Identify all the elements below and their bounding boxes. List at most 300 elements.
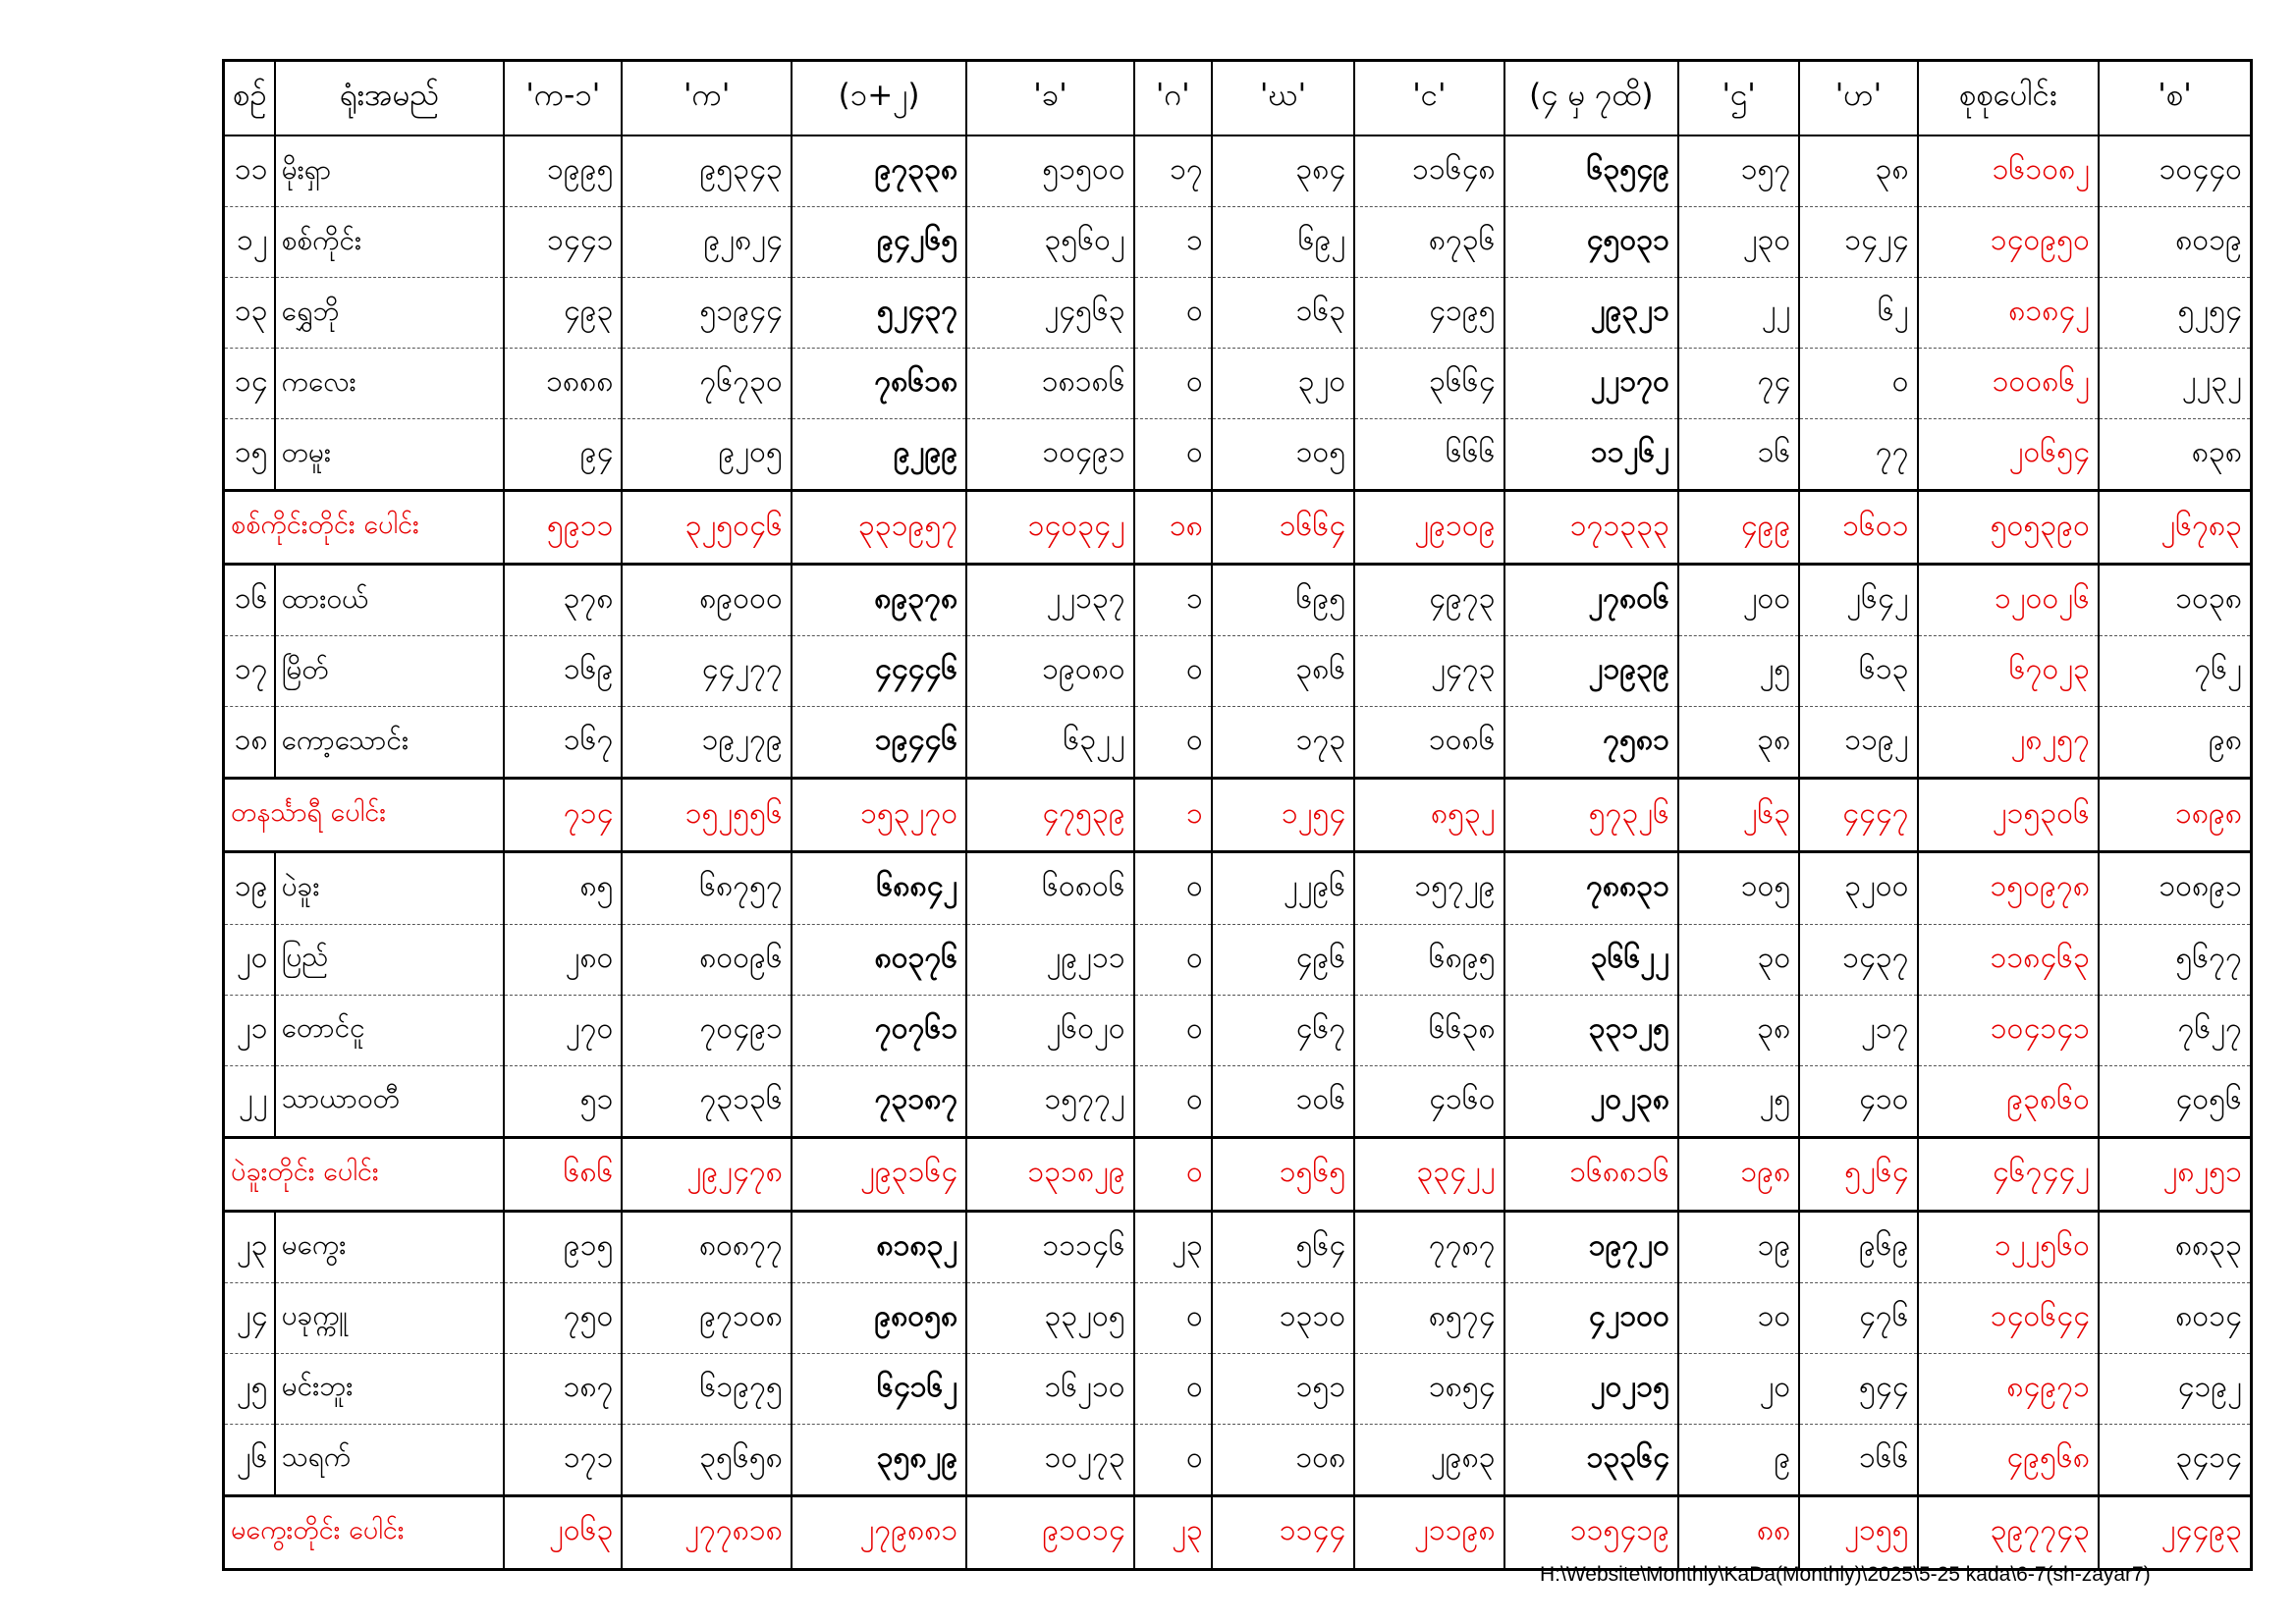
sum-cell: ၁၉၇၂၀ xyxy=(1504,1211,1678,1282)
value-cell: ၅၁ xyxy=(504,1065,622,1137)
value-cell: ၅၄၄ xyxy=(1799,1353,1917,1424)
col-header: 'ဃ' xyxy=(1212,61,1354,136)
value-cell: ၀ xyxy=(1799,349,1917,419)
subtotal-value-cell: ၂၆၃ xyxy=(1678,779,1799,852)
value-cell: ၁၀၈၆ xyxy=(1354,707,1503,779)
subtotal-value-cell: ၁ xyxy=(1134,779,1212,852)
value-cell: ၂၉၂၁၁ xyxy=(966,924,1133,995)
value-cell: ၁၀၆ xyxy=(1212,1065,1354,1137)
sum-cell: ၃၆၆၂၂ xyxy=(1504,924,1678,995)
value-cell: ၇၆၂၇ xyxy=(2099,995,2251,1065)
sum-cell: ၉၈၀၅၈ xyxy=(792,1282,966,1353)
subtotal-value-cell: ၂၆၇၈၃ xyxy=(2099,491,2251,565)
value-cell: ၃၈၆ xyxy=(1212,636,1354,707)
office-name-cell: ကော့သောင်း xyxy=(275,707,505,779)
value-cell: ၇၇ xyxy=(1799,419,1917,491)
subtotal-value-cell: ၂၉၂၄၇၈ xyxy=(622,1137,791,1211)
grand-total-cell: ၄၉၅၆၈ xyxy=(1918,1424,2099,1495)
row-number-cell: ၁၄ xyxy=(224,349,275,419)
grand-total-cell: ၁၄၀၆၄၄ xyxy=(1918,1282,2099,1353)
value-cell: ၁၀၂၇၃ xyxy=(966,1424,1133,1495)
subtotal-label: တနင်္သာရီ ပေါင်း xyxy=(224,779,505,852)
value-cell: ၅၆၇၇ xyxy=(2099,924,2251,995)
value-cell: ၂၆၄၂ xyxy=(1799,565,1917,636)
value-cell: ၃၅၆၅၈ xyxy=(622,1424,791,1495)
sum-cell: ၇၈၆၁၈ xyxy=(792,349,966,419)
value-cell: ၄၆၇ xyxy=(1212,995,1354,1065)
office-name-cell: မကွေး xyxy=(275,1211,505,1282)
subtotal-value-cell: ၂၄၄၉၃ xyxy=(2099,1495,2251,1569)
col-header: 'ဂ' xyxy=(1134,61,1212,136)
value-cell: ၇၃၁၃၆ xyxy=(622,1065,791,1137)
subtotal-value-cell: ၉၁၀၁၄ xyxy=(966,1495,1133,1569)
col-header: 'က' xyxy=(622,61,791,136)
subtotal-label: မကွေးတိုင်း ပေါင်း xyxy=(224,1495,505,1569)
row-number-cell: ၁၅ xyxy=(224,419,275,491)
sum-cell: ၄၄၄၄၆ xyxy=(792,636,966,707)
subtotal-value-cell: ၁၆၈၈၁၆ xyxy=(1504,1137,1678,1211)
subtotal-value-cell: ၁၈၉၈ xyxy=(2099,779,2251,852)
value-cell: ၀ xyxy=(1134,852,1212,924)
grand-total-cell: ၁၁၈၄၆၃ xyxy=(1918,924,2099,995)
col-header: 'က-၁' xyxy=(504,61,622,136)
sum-cell: ၃၅၈၂၉ xyxy=(792,1424,966,1495)
table-row xyxy=(224,1353,2252,1424)
value-cell: ၀ xyxy=(1134,924,1212,995)
value-cell: ၄၇၆ xyxy=(1799,1282,1917,1353)
value-cell: ၀ xyxy=(1134,1282,1212,1353)
subtotal-value-cell: ၂၁၅၅ xyxy=(1799,1495,1917,1569)
row-number-cell: ၁၉ xyxy=(224,852,275,924)
value-cell: ၄၁၉၂ xyxy=(2099,1353,2251,1424)
value-cell: ၁၄၂၄ xyxy=(1799,207,1917,278)
value-cell: ၂၃၀ xyxy=(1678,207,1799,278)
sum-cell: ၂၉၃၂၁ xyxy=(1504,278,1678,349)
subtotal-row xyxy=(224,491,2252,565)
value-cell: ၆၁၉၇၅ xyxy=(622,1353,791,1424)
subtotal-value-cell: ၁၈ xyxy=(1134,491,1212,565)
value-cell: ၁၉၉၅ xyxy=(504,135,622,207)
grand-total-cell: ၉၃၈၆၀ xyxy=(1918,1065,2099,1137)
value-cell: ၉၇၁၀၈ xyxy=(622,1282,791,1353)
col-header: 'ဌ' xyxy=(1678,61,1799,136)
sum-cell: ၈၉၃၇၈ xyxy=(792,565,966,636)
value-cell: ၃၂၀ xyxy=(1212,349,1354,419)
value-cell: ၁၅၇ xyxy=(1678,135,1799,207)
col-header: 'ဟ' xyxy=(1799,61,1917,136)
grand-total-cell: ၈၁၈၄၂ xyxy=(1918,278,2099,349)
value-cell: ၀ xyxy=(1134,278,1212,349)
grand-total-cell: ၁၄၀၉၅၀ xyxy=(1918,207,2099,278)
value-cell: ၆၂ xyxy=(1799,278,1917,349)
sum-cell: ၅၂၄၃၇ xyxy=(792,278,966,349)
value-cell: ၂၅ xyxy=(1678,636,1799,707)
col-header: စဉ် xyxy=(224,61,275,136)
value-cell: ၁၀၄၄၀ xyxy=(2099,135,2251,207)
value-cell: ၉၂၀၅ xyxy=(622,419,791,491)
value-cell: ၃၈ xyxy=(1678,707,1799,779)
grand-total-cell: ၁၀၄၁၄၁ xyxy=(1918,995,2099,1065)
value-cell: ၁၆၇ xyxy=(504,707,622,779)
subtotal-value-cell: ၂၀၆၃ xyxy=(504,1495,622,1569)
office-name-cell: တောင်ငူ xyxy=(275,995,505,1065)
value-cell: ၁ xyxy=(1134,565,1212,636)
table-row xyxy=(224,1424,2252,1495)
value-cell: ၃၄၁၄ xyxy=(2099,1424,2251,1495)
sum-cell: ၇၀၇၆၁ xyxy=(792,995,966,1065)
subtotal-value-cell: ၄၄၄၇ xyxy=(1799,779,1917,852)
value-cell: ၁၆ xyxy=(1678,419,1799,491)
subtotal-value-cell: ၄၆၇၄၄၂ xyxy=(1918,1137,2099,1211)
grand-total-cell: ၁၆၁၀၈၂ xyxy=(1918,135,2099,207)
value-cell: ၇၆၇၃၀ xyxy=(622,349,791,419)
value-cell: ၈၇၃၆ xyxy=(1354,207,1503,278)
office-name-cell: တမူး xyxy=(275,419,505,491)
value-cell: ၂၀၀ xyxy=(1678,565,1799,636)
table-row xyxy=(224,349,2252,419)
value-cell: ၁၇ xyxy=(1134,135,1212,207)
table-row xyxy=(224,995,2252,1065)
table-row xyxy=(224,1065,2252,1137)
row-number-cell: ၁၂ xyxy=(224,207,275,278)
subtotal-value-cell: ၁၅၂၅၅၆ xyxy=(622,779,791,852)
value-cell: ၁၆၉ xyxy=(504,636,622,707)
value-cell: ၁ xyxy=(1134,207,1212,278)
value-cell: ၈၅၇၄ xyxy=(1354,1282,1503,1353)
value-cell: ၁၀၃၈ xyxy=(2099,565,2251,636)
value-cell: ၉၁၅ xyxy=(504,1211,622,1282)
subtotal-value-cell: ၁၄၀၃၄၂ xyxy=(966,491,1133,565)
value-cell: ၂၈၀ xyxy=(504,924,622,995)
value-cell: ၁၈၈၈ xyxy=(504,349,622,419)
file-path-footer: H:\Website\Monthly\KaDa(Monthly)\2025\5-25 kada\6-7(sh-zayar7) xyxy=(1540,1563,2151,1586)
value-cell: ၂၅ xyxy=(1678,1065,1799,1137)
grand-total-cell: ၁၂၂၅၆၀ xyxy=(1918,1211,2099,1282)
value-cell: ၂၇၀ xyxy=(504,995,622,1065)
col-header: စုစုပေါင်း xyxy=(1918,61,2099,136)
sum-cell: ၁၁၂၆၂ xyxy=(1504,419,1678,491)
office-name-cell: ပခုက္ကူ xyxy=(275,1282,505,1353)
office-name-cell: သရက် xyxy=(275,1424,505,1495)
value-cell: ၅၆၄ xyxy=(1212,1211,1354,1282)
value-cell: ၆၉၂ xyxy=(1212,207,1354,278)
value-cell: ၈၃၈ xyxy=(2099,419,2251,491)
subtotal-value-cell: ၆၈၆ xyxy=(504,1137,622,1211)
subtotal-row xyxy=(224,1137,2252,1211)
subtotal-value-cell: ၅၂၆၄ xyxy=(1799,1137,1917,1211)
table-row xyxy=(224,852,2252,924)
value-cell: ၁၉၂၇၉ xyxy=(622,707,791,779)
subtotal-value-cell: ၁၆၀၁ xyxy=(1799,491,1917,565)
row-number-cell: ၁၃ xyxy=(224,278,275,349)
subtotal-value-cell: ၀ xyxy=(1134,1137,1212,1211)
sum-cell: ၂၀၂၁၅ xyxy=(1504,1353,1678,1424)
value-cell: ၆၃၂၂ xyxy=(966,707,1133,779)
value-cell: ၃၆၆၄ xyxy=(1354,349,1503,419)
subtotal-value-cell: ၃၂၅၀၄၆ xyxy=(622,491,791,565)
subtotal-value-cell: ၄၉၉ xyxy=(1678,491,1799,565)
table-row xyxy=(224,707,2252,779)
grand-total-cell: ၁၀၀၈၆၂ xyxy=(1918,349,2099,419)
value-cell: ၁၀၄၉၁ xyxy=(966,419,1133,491)
value-cell: ၁၀၅ xyxy=(1212,419,1354,491)
col-header: 'ခ' xyxy=(966,61,1133,136)
value-cell: ၂၂၁၃၇ xyxy=(966,565,1133,636)
office-name-cell: ပဲခူး xyxy=(275,852,505,924)
table-row xyxy=(224,135,2252,207)
value-cell: ၇၇၈၇ xyxy=(1354,1211,1503,1282)
value-cell: ၁၄၃၇ xyxy=(1799,924,1917,995)
sum-cell: ၉၂၉၉ xyxy=(792,419,966,491)
sum-cell: ၂၇၈၀၆ xyxy=(1504,565,1678,636)
value-cell: ၁၄၄၁ xyxy=(504,207,622,278)
value-cell: ၂၆၀၂၀ xyxy=(966,995,1133,1065)
value-cell: ၇၀၄၉၁ xyxy=(622,995,791,1065)
subtotal-value-cell: ၈၈ xyxy=(1678,1495,1799,1569)
value-cell: ၄၁၆၀ xyxy=(1354,1065,1503,1137)
subtotal-value-cell: ၁၅၃၂၇၀ xyxy=(792,779,966,852)
subtotal-value-cell: ၅၀၅၃၉၀ xyxy=(1918,491,2099,565)
value-cell: ၆၉၅ xyxy=(1212,565,1354,636)
value-cell: ၀ xyxy=(1134,419,1212,491)
subtotal-value-cell: ၃၉၇၇၄၃ xyxy=(1918,1495,2099,1569)
value-cell: ၀ xyxy=(1134,636,1212,707)
value-cell: ၆၆၃၈ xyxy=(1354,995,1503,1065)
subtotal-value-cell: ၂၇၉၈၈၁ xyxy=(792,1495,966,1569)
value-cell: ၁၇၃ xyxy=(1212,707,1354,779)
value-cell: ၈၈၃၃ xyxy=(2099,1211,2251,1282)
value-cell: ၁၈၅၄ xyxy=(1354,1353,1503,1424)
value-cell: ၁၀ xyxy=(1678,1282,1799,1353)
sum-cell: ၆၈၈၄၂ xyxy=(792,852,966,924)
subtotal-value-cell: ၅၉၁၁ xyxy=(504,491,622,565)
subtotal-value-cell: ၁၁၅၄၁၉ xyxy=(1504,1495,1678,1569)
col-header: (၄ မှ ၇ထိ) xyxy=(1504,61,1678,136)
subtotal-value-cell: ၃၃၄၂၂ xyxy=(1354,1137,1503,1211)
value-cell: ၁၀၅ xyxy=(1678,852,1799,924)
value-cell: ၇၅၀ xyxy=(504,1282,622,1353)
sum-cell: ၉၄၂၆၅ xyxy=(792,207,966,278)
value-cell: ၀ xyxy=(1134,1353,1212,1424)
value-cell: ၀ xyxy=(1134,995,1212,1065)
grand-total-cell: ၂၀၆၅၄ xyxy=(1918,419,2099,491)
subtotal-value-cell: ၈၅၃၂ xyxy=(1354,779,1503,852)
value-cell: ၈၀၁၄ xyxy=(2099,1282,2251,1353)
value-cell: ၁၁၉၂ xyxy=(1799,707,1917,779)
value-cell: ၉၅၃၄၃ xyxy=(622,135,791,207)
value-cell: ၁၁၁၄၆ xyxy=(966,1211,1133,1282)
value-cell: ၅၁၅၀၀ xyxy=(966,135,1133,207)
subtotal-value-cell: ၁၉၈ xyxy=(1678,1137,1799,1211)
value-cell: ၁၅၇၇၂ xyxy=(966,1065,1133,1137)
row-number-cell: ၂၆ xyxy=(224,1424,275,1495)
sum-cell: ၂၁၉၃၉ xyxy=(1504,636,1678,707)
sum-cell: ၄၅၀၃၁ xyxy=(1504,207,1678,278)
table-row xyxy=(224,278,2252,349)
col-header: ရုံးအမည် xyxy=(275,61,505,136)
value-cell: ၆၈၉၅ xyxy=(1354,924,1503,995)
sum-cell: ၈၁၈၃၂ xyxy=(792,1211,966,1282)
value-cell: ၂၀ xyxy=(1678,1353,1799,1424)
value-cell: ၈၀၈၇၇ xyxy=(622,1211,791,1282)
value-cell: ၉၆၉ xyxy=(1799,1211,1917,1282)
value-cell: ၃၃၂၀၅ xyxy=(966,1282,1133,1353)
value-cell: ၃၀ xyxy=(1678,924,1799,995)
table-row xyxy=(224,565,2252,636)
value-cell: ၂၉၈၃ xyxy=(1354,1424,1503,1495)
table-row xyxy=(224,207,2252,278)
value-cell: ၈၀၁၉ xyxy=(2099,207,2251,278)
subtotal-value-cell: ၇၁၄ xyxy=(504,779,622,852)
value-cell: ၁၅၇၂၉ xyxy=(1354,852,1503,924)
value-cell: ၂၁၇ xyxy=(1799,995,1917,1065)
value-cell: ၈၀၀၉၆ xyxy=(622,924,791,995)
value-cell: ၁၀၈၉၁ xyxy=(2099,852,2251,924)
subtotal-label: စစ်ကိုင်းတိုင်း ပေါင်း xyxy=(224,491,505,565)
value-cell: ၂၂၃၂ xyxy=(2099,349,2251,419)
value-cell: ၁၆၃ xyxy=(1212,278,1354,349)
office-name-cell: ကလေး xyxy=(275,349,505,419)
value-cell: ၁၉ xyxy=(1678,1211,1799,1282)
row-number-cell: ၂၂ xyxy=(224,1065,275,1137)
table-row xyxy=(224,419,2252,491)
sum-cell: ၆၃၅၄၉ xyxy=(1504,135,1678,207)
subtotal-value-cell: ၄၇၅၃၉ xyxy=(966,779,1133,852)
value-cell: ၉၂၈၂၄ xyxy=(622,207,791,278)
value-cell: ၀ xyxy=(1134,1424,1212,1495)
value-cell: ၀ xyxy=(1134,349,1212,419)
value-cell: ၃၈၄ xyxy=(1212,135,1354,207)
row-number-cell: ၁၆ xyxy=(224,565,275,636)
office-name-cell: စစ်ကိုင်း xyxy=(275,207,505,278)
value-cell: ၄၄၂၇၇ xyxy=(622,636,791,707)
value-cell: ၁၆၂၁၀ xyxy=(966,1353,1133,1424)
col-header: 'င' xyxy=(1354,61,1503,136)
value-cell: ၉၈ xyxy=(2099,707,2251,779)
grand-total-cell: ၁၅၀၉၇၈ xyxy=(1918,852,2099,924)
grand-total-cell: ၈၄၉၇၁ xyxy=(1918,1353,2099,1424)
grand-total-cell: ၆၇၀၂၃ xyxy=(1918,636,2099,707)
sum-cell: ၉၇၃၃၈ xyxy=(792,135,966,207)
value-cell: ၃၈ xyxy=(1678,995,1799,1065)
value-cell: ၁၀၈ xyxy=(1212,1424,1354,1495)
row-number-cell: ၂၅ xyxy=(224,1353,275,1424)
subtotal-value-cell: ၂၃ xyxy=(1134,1495,1212,1569)
subtotal-value-cell: ၁၆၆၄ xyxy=(1212,491,1354,565)
table-row xyxy=(224,1211,2252,1282)
value-cell: ၂၂၉၆ xyxy=(1212,852,1354,924)
value-cell: ၃၂၀၀ xyxy=(1799,852,1917,924)
office-name-cell: မင်းဘူး xyxy=(275,1353,505,1424)
value-cell: ၄၁၉၅ xyxy=(1354,278,1503,349)
sum-cell: ၃၃၁၂၅ xyxy=(1504,995,1678,1065)
office-name-cell: သာယာဝတီ xyxy=(275,1065,505,1137)
monthly-report-table xyxy=(222,59,2253,1571)
sum-cell: ၁၃၃၆၄ xyxy=(1504,1424,1678,1495)
header-row xyxy=(224,61,2252,136)
sum-cell: ၇၈၈၃၁ xyxy=(1504,852,1678,924)
value-cell: ၄၁၀ xyxy=(1799,1065,1917,1137)
value-cell: ၁၆၆ xyxy=(1799,1424,1917,1495)
value-cell: ၆၈၇၅၇ xyxy=(622,852,791,924)
subtotal-value-cell: ၁၃၁၈၂၉ xyxy=(966,1137,1133,1211)
value-cell: ၈၅ xyxy=(504,852,622,924)
table-body xyxy=(224,135,2252,1570)
table-row xyxy=(224,636,2252,707)
office-name-cell: ပြည် xyxy=(275,924,505,995)
value-cell: ၁၈၇ xyxy=(504,1353,622,1424)
value-cell: ၁၈၁၈၆ xyxy=(966,349,1133,419)
subtotal-value-cell: ၅၇၃၂၆ xyxy=(1504,779,1678,852)
subtotal-value-cell: ၁၁၄၄ xyxy=(1212,1495,1354,1569)
sum-cell: ၂၀၂၃၈ xyxy=(1504,1065,1678,1137)
col-header: (၁+၂) xyxy=(792,61,966,136)
value-cell: ၆၀၈၀၆ xyxy=(966,852,1133,924)
value-cell: ၂၂ xyxy=(1678,278,1799,349)
table-row xyxy=(224,924,2252,995)
value-cell: ၆၁၃ xyxy=(1799,636,1917,707)
value-cell: ၃၈ xyxy=(1799,135,1917,207)
value-cell: ၂၃ xyxy=(1134,1211,1212,1282)
office-name-cell: ရွှေဘို xyxy=(275,278,505,349)
value-cell: ၇၆၂ xyxy=(2099,636,2251,707)
subtotal-value-cell: ၂၁၁၉၈ xyxy=(1354,1495,1503,1569)
row-number-cell: ၂၄ xyxy=(224,1282,275,1353)
subtotal-row xyxy=(224,1495,2252,1569)
subtotal-value-cell: ၂၈၂၅၁ xyxy=(2099,1137,2251,1211)
subtotal-value-cell: ၂၁၅၃၀၆ xyxy=(1918,779,2099,852)
col-header: 'စ' xyxy=(2099,61,2251,136)
sum-cell: ၈၀၃၇၆ xyxy=(792,924,966,995)
sum-cell: ၁၉၄၄၆ xyxy=(792,707,966,779)
row-number-cell: ၁၈ xyxy=(224,707,275,779)
value-cell: ၅၁၉၄၄ xyxy=(622,278,791,349)
value-cell: ၁၉၀၈၀ xyxy=(966,636,1133,707)
value-cell: ၀ xyxy=(1134,1065,1212,1137)
office-name-cell: မြိတ် xyxy=(275,636,505,707)
sum-cell: ၆၄၁၆၂ xyxy=(792,1353,966,1424)
value-cell: ၁၇၁ xyxy=(504,1424,622,1495)
subtotal-row xyxy=(224,779,2252,852)
value-cell: ၁၅၁ xyxy=(1212,1353,1354,1424)
subtotal-value-cell: ၁၂၅၄ xyxy=(1212,779,1354,852)
row-number-cell: ၂၀ xyxy=(224,924,275,995)
office-name-cell: ထားဝယ် xyxy=(275,565,505,636)
value-cell: ၇၄ xyxy=(1678,349,1799,419)
office-name-cell: မိုးရှာ xyxy=(275,135,505,207)
value-cell: ၀ xyxy=(1134,707,1212,779)
value-cell: ၉ xyxy=(1678,1424,1799,1495)
table-row xyxy=(224,1282,2252,1353)
value-cell: ၈၉၀၀၀ xyxy=(622,565,791,636)
value-cell: ၄၉၇၃ xyxy=(1354,565,1503,636)
value-cell: ၂၄၇၃ xyxy=(1354,636,1503,707)
value-cell: ၄၉၆ xyxy=(1212,924,1354,995)
sum-cell: ၇၅၈၁ xyxy=(1504,707,1678,779)
row-number-cell: ၁၁ xyxy=(224,135,275,207)
value-cell: ၄၀၅၆ xyxy=(2099,1065,2251,1137)
value-cell: ၃၇၈ xyxy=(504,565,622,636)
subtotal-value-cell: ၁၅၆၅ xyxy=(1212,1137,1354,1211)
value-cell: ၁၃၁၀ xyxy=(1212,1282,1354,1353)
grand-total-cell: ၂၈၂၅၇ xyxy=(1918,707,2099,779)
subtotal-value-cell: ၃၃၁၉၅၇ xyxy=(792,491,966,565)
row-number-cell: ၁၇ xyxy=(224,636,275,707)
value-cell: ၄၉၃ xyxy=(504,278,622,349)
row-number-cell: ၂၃ xyxy=(224,1211,275,1282)
grand-total-cell: ၁၂၀၀၂၆ xyxy=(1918,565,2099,636)
subtotal-value-cell: ၁၇၁၃၃၃ xyxy=(1504,491,1678,565)
